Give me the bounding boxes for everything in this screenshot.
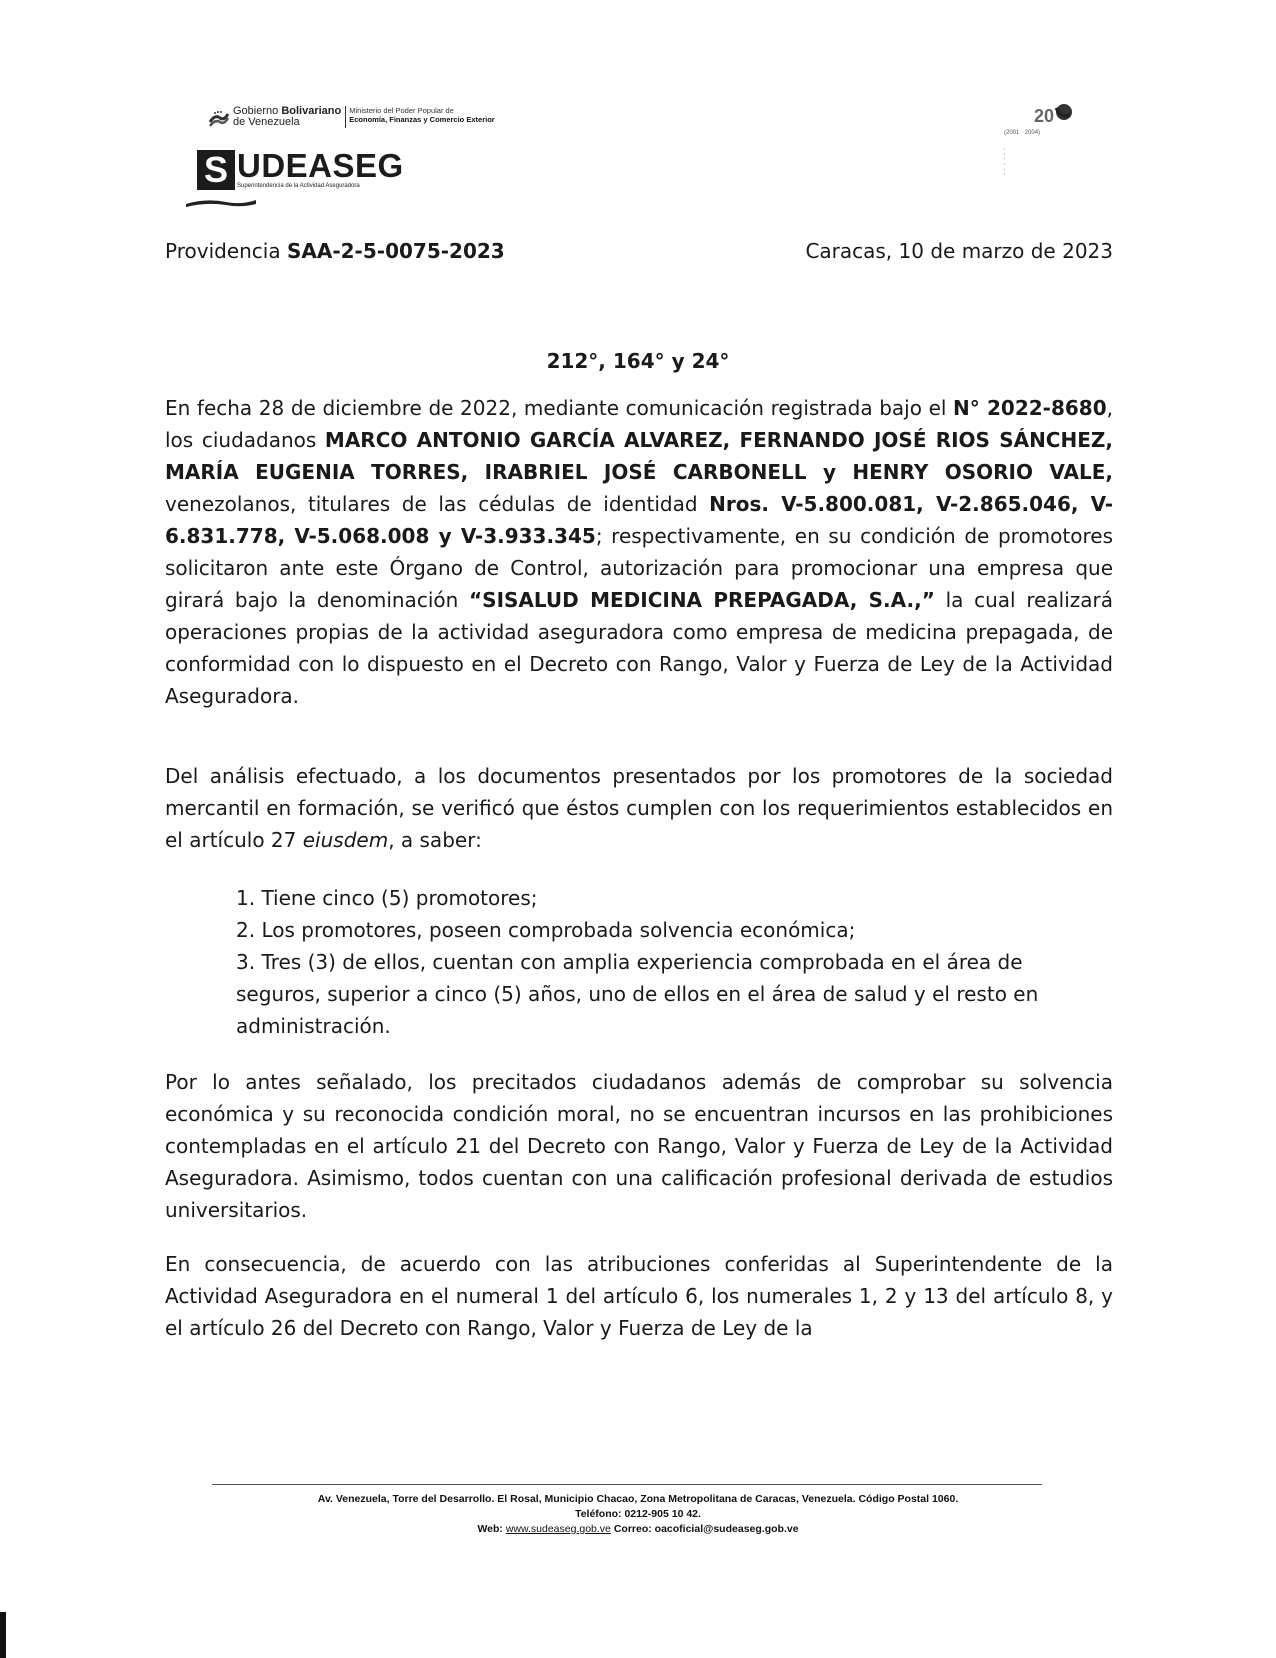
paragraph-consequence: En consecuencia, de acuerdo con las atribuciones conferidas al Superintendente de la Actividad Aseguradora en el numeral 1 del artículo 6, los numerales 1, 2 y 13 del artículo 8, y el artículo 26 del Decreto con Rango, Valor y Fuerza de Ley de la [165, 1252, 1113, 1340]
svg-text:20: 20 [1034, 106, 1055, 126]
era-years: 212°, 164° y 24° [546, 349, 730, 373]
list-item: 1. Tiene cinco (5) promotores; [236, 886, 538, 910]
gov-word-1: Gobierno [233, 105, 279, 117]
email-address[interactable]: oacoficial@sudeaseg.gob.ve [654, 1523, 799, 1535]
footer-address: Av. Venezuela, Torre del Desarrollo. El Rosal, Municipio Chacao, Zona Metropolitana de Caracas, Venezuela. Código Postal 1060. [317, 1493, 959, 1505]
sudeaseg-logo [197, 147, 404, 190]
website-link[interactable]: www.sudeaseg.gob.ve [505, 1523, 611, 1535]
logo-letter: S [197, 150, 235, 190]
paragraph-conclusion: Por lo antes señalado, los precitados ciudadanos además de comprobar su solvencia económica y su reconocida condición moral, no se encuentran incursos en las prohibiciones contempladas en el artículo 21 del Decreto con Rango, Valor y Fuerza de Ley de la Actividad Aseguradora. Asimismo, todos cuentan con una calificación profesional derivada de estudios universitarios. [165, 1070, 1113, 1222]
gov-word-2: Bolivariano [281, 105, 342, 117]
eiusdem-term: eiusdem [302, 828, 389, 852]
web-label: Web: [477, 1523, 506, 1535]
p1-text-3: venezolanos, titulares de las cédulas de identidad [165, 492, 710, 516]
gov-line-2: de Venezuela [233, 116, 300, 128]
logo-word: UDEASEG [237, 147, 404, 184]
list-item: 3. Tres (3) de ellos, cuentan con amplia experiencia comprobada en el área de seguros, superior a cinco (5) años, uno de ellos en el área de salud y el resto en administración. [236, 950, 1039, 1038]
company-name: “SISALUD MEDICINA PREPAGADA, S.A.,” [469, 588, 935, 612]
list-item: 2. Los promotores, poseen comprobada solvencia económica; [236, 918, 856, 942]
email-label: Correo: [610, 1523, 655, 1535]
providencia-label: Providencia [165, 239, 281, 263]
seal-years: (2001 · 2004) [1004, 130, 1041, 136]
anniversary-seal-icon [1004, 100, 1094, 190]
promoter-names: MARCO ANTONIO GARCÍA ALVAREZ, FERNANDO JOSÉ RIOS SÁNCHEZ, MARÍA EUGENIA TORRES, IRABRIEL JOSÉ CARBONELL y HENRY OSORIO VALE, [165, 428, 1113, 484]
footer-phone: Teléfono: 0212-905 10 42. [575, 1508, 701, 1520]
document-date: Caracas, 10 de marzo de 2023 [805, 239, 1113, 263]
footer-contact [0, 1522, 1276, 1537]
providencia-number: SAA-2-5-0075-2023 [286, 239, 505, 263]
p1-text-2: , los ciudadanos [165, 396, 1113, 452]
registration-number: N° 2022-8680 [953, 396, 1107, 420]
p2-text-2: , a saber: [388, 828, 482, 852]
footer-divider [212, 1484, 1042, 1485]
government-name [233, 106, 346, 128]
ministry-line-1: Ministerio del Poder Popular de [349, 106, 454, 115]
scan-edge-mark [0, 1612, 6, 1658]
venezuela-flag-icon [208, 108, 230, 130]
ministry-name [346, 106, 494, 124]
p1-text-1: En fecha 28 de diciembre de 2022, mediante comunicación registrada bajo el [165, 396, 954, 420]
id-numbers: Nros. V-5.800.081, V-2.865.046, V-6.831.778, V-5.068.008 y V-3.933.345 [165, 492, 1113, 548]
government-header [208, 106, 495, 130]
requirements-list [236, 882, 1056, 1042]
paragraph-analysis [165, 760, 1113, 856]
footer [0, 1492, 1276, 1537]
ministry-line-2: Economía, Finanzas y Comercio Exterior [349, 115, 495, 124]
logo-subtitle: Superintendencia de la Actividad Aseguradora [237, 183, 360, 189]
p2-text-1: Del análisis efectuado, a los documentos presentados por los promotores de la sociedad mercantil en formación, se verificó que éstos cumplen con los requerimientos establecidos en el artículo 27 [165, 764, 1113, 852]
paragraph-request [165, 392, 1113, 712]
p1-text-5: la cual realizará operaciones propias de la actividad aseguradora como empresa de medicina prepagada, de conformidad con lo dispuesto en el Decreto con Rango, Valor y Fuerza de Ley de la Actividad Aseguradora. [165, 588, 1114, 708]
p1-text-4: ; respectivamente, en su condición de promotores solicitaron ante este Órgano de Control, autorización para promocionar una empresa que girará bajo la denominación [165, 524, 1113, 612]
logo-swoosh-icon [186, 196, 256, 208]
providencia-reference [165, 238, 505, 264]
